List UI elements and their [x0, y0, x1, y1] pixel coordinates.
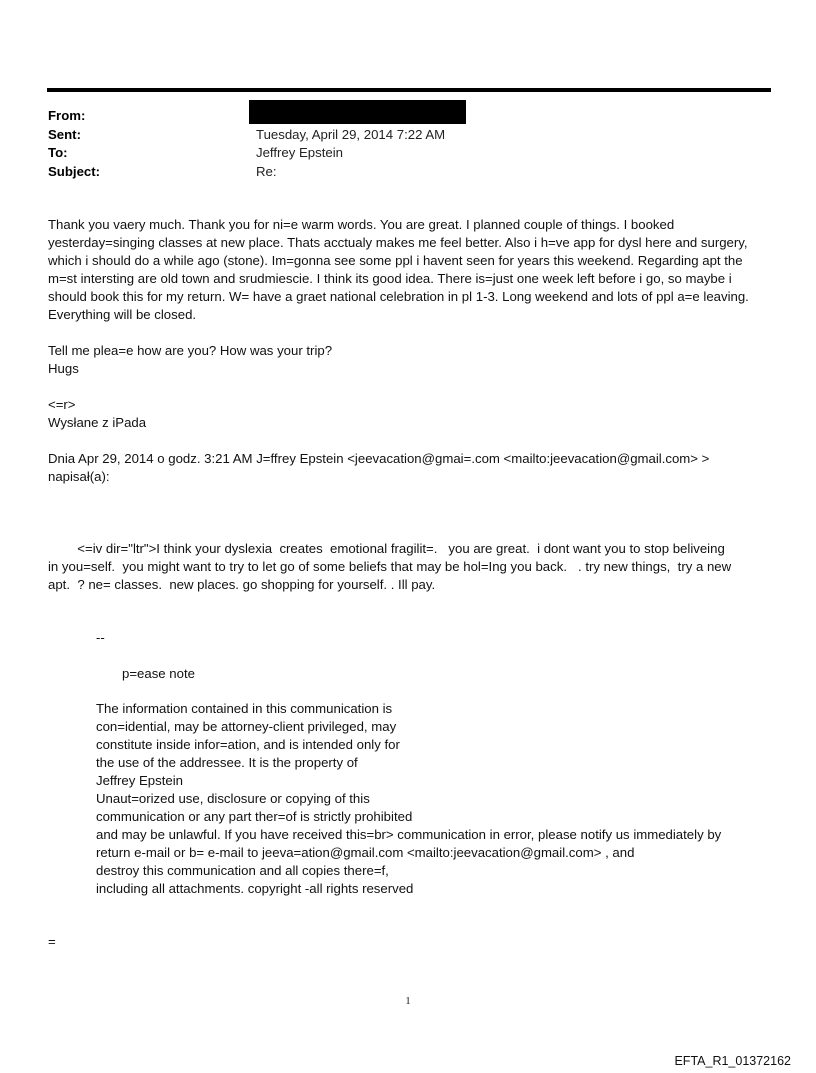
subject-row — [48, 163, 445, 182]
text-line: -- — [96, 630, 105, 645]
quoted-message — [48, 540, 731, 594]
disclaimer — [96, 700, 721, 898]
sent-label: Sent: — [48, 126, 81, 142]
text-line: The information contained in this communication is — [96, 701, 393, 716]
text-line: con=idential, may be attorney-client privileged, may — [96, 719, 397, 734]
signature-dashes — [96, 629, 105, 647]
subject-label: Subject: — [48, 163, 101, 179]
trailing-mark — [48, 933, 56, 951]
text-line: which i should do a while ago (stone). Im=gonna see some ppl i havent seen for years this weekend. Regarding apt the — [48, 253, 743, 268]
page-number: 1 — [405, 995, 411, 1007]
from-row — [48, 107, 445, 126]
text-line: Everything will be closed. — [48, 307, 197, 322]
body-paragraph-1 — [48, 216, 749, 324]
text-line: Wysłane z iPada — [48, 415, 147, 430]
text-line: m=st intersting are old town and srudmiescie. I think its good idea. There is=just one week left before i go, so maybe i — [48, 271, 732, 286]
note-title — [122, 665, 195, 683]
subject-value: Re: — [256, 163, 277, 179]
text-line: <=r> — [48, 397, 76, 412]
text-line: Hugs — [48, 361, 79, 376]
text-line: including all attachments. copyright -all rights reserved — [96, 881, 414, 896]
to-row — [48, 144, 445, 163]
text-line: Jeffrey Epstein — [96, 773, 183, 788]
text-line: and may be unlawful. If you have received this=br> communication in error, please notify us immediately by — [96, 827, 722, 842]
text-line: the use of the addressee. It is the property of — [96, 755, 358, 770]
redaction-block — [249, 100, 466, 124]
to-value: Jeffrey Epstein — [256, 145, 343, 160]
to-label: To: — [48, 145, 68, 160]
text-line: Dnia Apr 29, 2014 o godz. 3:21 AM J=ffrey Epstein <jeevacation@gmai=.com <mailto:jeevacation@gmail.com> > — [48, 451, 710, 466]
text-line: return e-mail or b= e-mail to jeeva=ation@gmail.com <mailto:jeevacation@gmail.com> , and — [96, 845, 635, 860]
text-line: p=ease note — [122, 666, 195, 681]
email-header — [48, 107, 445, 181]
text-line: = — [48, 934, 56, 949]
quote-header — [48, 450, 709, 486]
bates-number: EFTA_R1_01372162 — [674, 1054, 791, 1068]
signature — [48, 396, 146, 432]
sent-row — [48, 126, 445, 145]
text-line: Unaut=orized use, disclosure or copying of this — [96, 791, 370, 806]
text-line: in you=self. you might want to try to let go of some beliefs that may be hol=Ing you back. . try new things, try a new — [48, 559, 732, 574]
text-line: destroy this communication and all copies there=f, — [96, 863, 389, 878]
body-paragraph-2 — [48, 342, 332, 378]
text-line: communication or any part ther=of is strictly prohibited — [96, 809, 413, 824]
sent-value: Tuesday, April 29, 2014 7:22 AM — [256, 126, 446, 142]
text-line: apt. ? ne= classes. new places. go shopping for yourself. . Ill pay. — [48, 577, 436, 592]
text-line: <=iv dir="ltr">I think your dyslexia creates emotional fragilit=. you are great. i dont want you to stop beliveing — [48, 541, 725, 556]
text-line: yesterday=singing classes at new place. Thats acctualy makes me feel better. Also i h=ve app for dysl here and surgery, — [48, 235, 748, 250]
from-label: From: — [48, 108, 86, 123]
header-rule — [47, 88, 771, 92]
text-line: constitute inside infor=ation, and is intended only for — [96, 737, 400, 752]
text-line: should book this for my return. W= have a graet national celebration in pl 1-3. Long weekend and lots of ppl a=e leaving. — [48, 289, 749, 304]
text-line: Tell me plea=e how are you? How was your trip? — [48, 343, 333, 358]
text-line: Thank you vaery much. Thank you for ni=e warm words. You are great. I planned couple of things. I booked — [48, 217, 675, 232]
text-line: napisał(a): — [48, 469, 110, 484]
